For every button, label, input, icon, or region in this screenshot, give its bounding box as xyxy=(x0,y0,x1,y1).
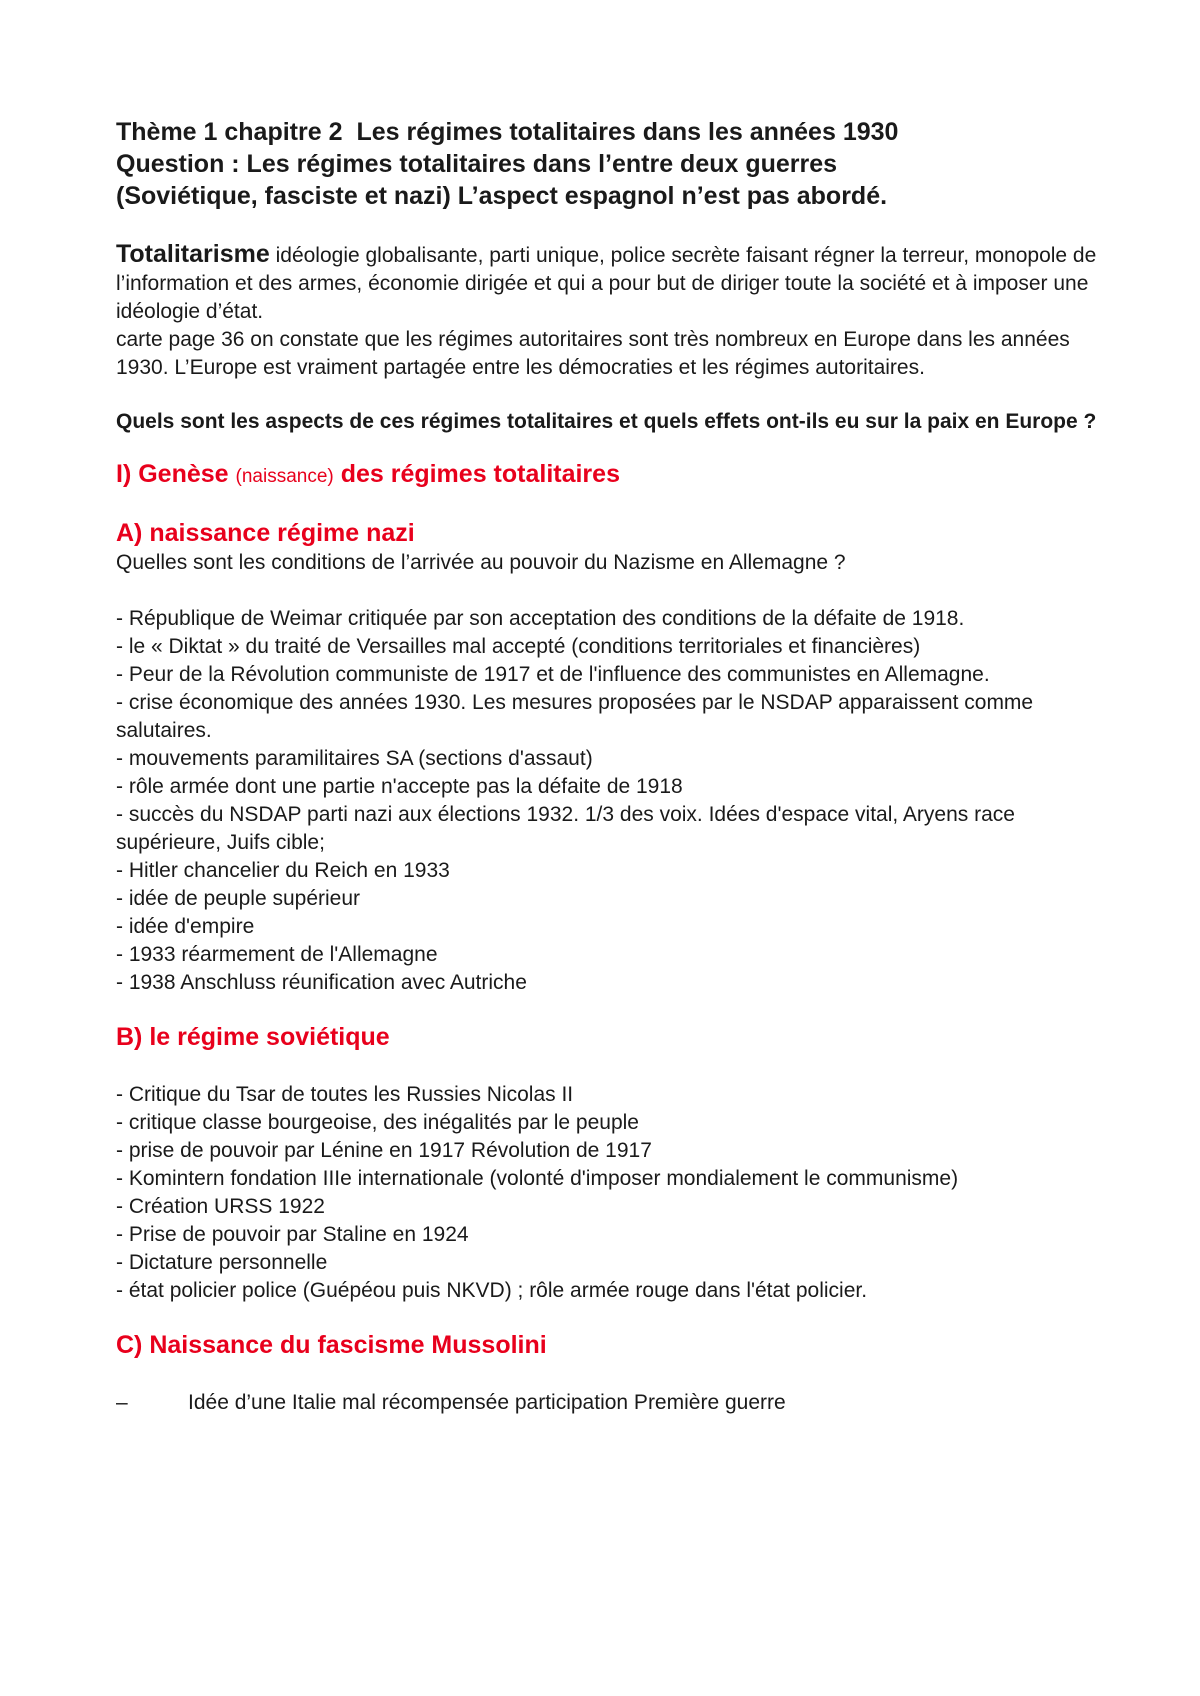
definition-term: Totalitarisme xyxy=(116,240,270,268)
section-b-list xyxy=(116,1081,1106,1305)
list-item: - Komintern fondation IIIe internationale (volonté d'imposer mondialement le communisme) xyxy=(116,1167,959,1190)
list-item: - rôle armée dont une partie n'accepte pas la défaite de 1918 xyxy=(116,775,683,798)
title-subject: Les régimes totalitaires dans les années 1930 xyxy=(356,118,899,146)
list-item: - 1933 réarmement de l'Allemagne xyxy=(116,943,438,966)
title-question: Question : Les régimes totalitaires dans l’entre deux guerres xyxy=(116,150,838,178)
list-item: - état policier police (Guépéou puis NKVD) ; rôle armée rouge dans l'état policier. xyxy=(116,1279,868,1302)
list-item: - Dictature personnelle xyxy=(116,1251,328,1274)
section-1-heading-note: (naissance) xyxy=(235,466,334,487)
section-1-heading-b: des régimes totalitaires xyxy=(340,460,620,488)
title-scope: (Soviétique, fasciste et nazi) L’aspect espagnol n’est pas abordé. xyxy=(116,182,888,210)
list-item: - idée de peuple supérieur xyxy=(116,887,361,910)
list-item: - Prise de pouvoir par Staline en 1924 xyxy=(116,1223,469,1246)
document-page xyxy=(116,116,1106,1417)
section-a-question: Quelles sont les conditions de l’arrivée au pouvoir du Nazisme en Allemagne ? xyxy=(116,551,846,574)
section-a-heading: A) naissance régime nazi xyxy=(116,519,415,547)
section-b-heading: B) le régime soviétique xyxy=(116,1023,390,1051)
section-c-heading: C) Naissance du fascisme Mussolini xyxy=(116,1331,547,1359)
list-item: - critique classe bourgeoise, des inégalités par le peuple xyxy=(116,1111,639,1134)
dash-bullet: – xyxy=(116,1391,128,1414)
list-item: - le « Diktat » du traité de Versailles mal accepté (conditions territoriales et financières) xyxy=(116,635,921,658)
problematique: Quels sont les aspects de ces régimes totalitaires et quels effets ont-ils eu sur la paix en Europe ? xyxy=(116,410,1097,433)
list-item: - mouvements paramilitaires SA (sections d'assaut) xyxy=(116,747,593,770)
list-item: - idée d'empire xyxy=(116,915,255,938)
list-item: - Création URSS 1922 xyxy=(116,1195,325,1218)
title-chapter: Thème 1 chapitre 2 xyxy=(116,118,343,146)
section-1-heading-a: I) Genèse xyxy=(116,460,229,488)
list-item: - 1938 Anschluss réunification avec Autriche xyxy=(116,971,527,994)
list-item: - Hitler chancelier du Reich en 1933 xyxy=(116,859,450,882)
list-item: - Critique du Tsar de toutes les Russies Nicolas II xyxy=(116,1083,574,1106)
document-title xyxy=(116,116,1106,148)
list-item: - prise de pouvoir par Lénine en 1917 Révolution de 1917 xyxy=(116,1139,652,1162)
list-item: - République de Weimar critiquée par son acceptation des conditions de la défaite de 1918. xyxy=(116,607,965,630)
list-item xyxy=(116,1389,1106,1417)
section-a-list xyxy=(116,605,1106,997)
list-item-text: Idée d’une Italie mal récompensée participation Première guerre xyxy=(188,1391,786,1414)
list-item: - succès du NSDAP parti nazi aux élections 1932. 1/3 des voix. Idées d'espace vital, Aryens race supérieure, Juifs cible; xyxy=(116,803,1015,854)
section-1-heading xyxy=(116,458,1106,493)
definition-paragraph xyxy=(116,240,1106,326)
map-note: carte page 36 on constate que les régimes autoritaires sont très nombreux en Europe dans les années 1930. L’Europe est vraiment partagée entre les démocraties et les régimes autoritaires. xyxy=(116,328,1070,379)
list-item: - crise économique des années 1930. Les mesures proposées par le NSDAP apparaissent comme salutaires. xyxy=(116,691,1034,742)
definition-text: idéologie globalisante, parti unique, police secrète faisant régner la terreur, monopole de l’information et des armes, économie dirigée et qui a pour but de diriger toute la société et à imposer une idéologie d’état. xyxy=(116,244,1097,323)
list-item: - Peur de la Révolution communiste de 1917 et de l'influence des communistes en Allemagne. xyxy=(116,663,990,686)
